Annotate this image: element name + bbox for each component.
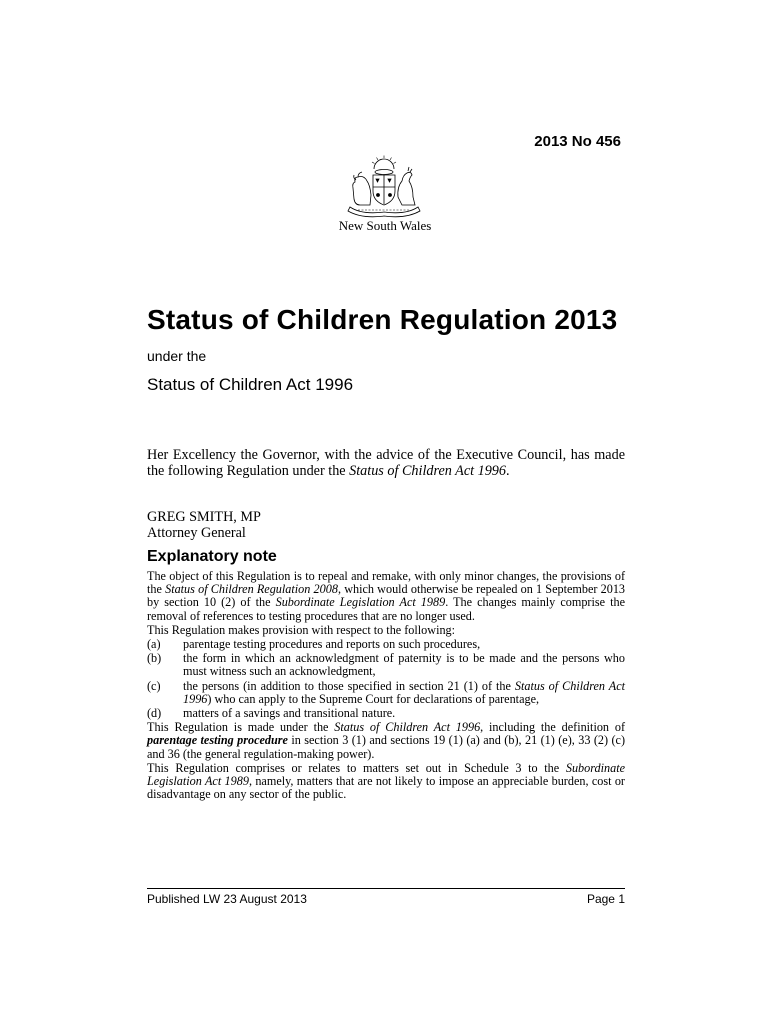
list-item-text: parentage testing procedures and reports on such procedures, — [183, 637, 481, 652]
list-item-label: (a) — [147, 637, 161, 652]
list-item-label: (c) — [147, 678, 161, 693]
list-item — [147, 652, 625, 678]
expl-p1-text-b: , which would otherwise be repealed on 1 September 2013 by section 10 (2) of the — [147, 582, 626, 610]
item-c-text-b: ) who can apply to the Supreme Court for declarations of parentage, — [207, 691, 540, 706]
state-name: New South Wales — [338, 218, 432, 233]
preamble-text: Her Excellency the Governor, with the advice of the Executive Council, has made the following Regulation under the — [147, 447, 625, 479]
item-c-italic: Status of Children Act 1996 — [183, 678, 625, 706]
expl-p4-text-a: This Regulation comprises or relates to matters set out in Schedule 3 to the — [147, 760, 566, 775]
signatory-name: GREG SMITH, MP — [147, 509, 261, 525]
expl-p4-italic: Subordinate Legislation Act 1989 — [147, 760, 625, 789]
preamble-act: Status of Children Act 1996 — [349, 463, 506, 479]
list-item — [147, 707, 625, 720]
expl-p1-text-a: The object of this Regulation is to repeal and remake, with only minor changes, the provisions of the — [147, 569, 625, 597]
under-the-label: under the — [147, 348, 207, 364]
footer-divider — [147, 888, 625, 889]
expl-p1-italic-1: Status of Children Regulation 2008 — [165, 582, 338, 597]
expl-paragraph-3 — [147, 721, 625, 761]
expl-p3-defined-term: parentage testing procedure — [147, 733, 288, 748]
list-item-text — [183, 680, 625, 706]
list-item — [147, 680, 625, 706]
expl-p3-text-c: in section 3 (1) and sections 19 (1) (a) and (b), 21 (1) (e), 33 (2) (c) and 36 (the general regulation-making power). — [147, 733, 626, 761]
expl-paragraph-2: This Regulation makes provision with respect to the following: — [147, 622, 456, 637]
list-item-text: the form in which an acknowledgment of paternity is to be made and the persons who must witness such an acknowledgment, — [183, 651, 625, 679]
list-item-label: (b) — [147, 651, 162, 666]
expl-paragraph-4 — [147, 762, 625, 802]
list-item-label: (d) — [147, 706, 162, 721]
footer-page-number: Page 1 — [586, 892, 625, 906]
expl-paragraph-1 — [147, 570, 625, 623]
expl-p3-text-b: , including the definition of — [480, 720, 626, 735]
nsw-coat-of-arms-icon — [340, 155, 428, 219]
regulation-title: Status of Children Regulation 2013 — [147, 304, 618, 335]
footer-published-date: Published LW 23 August 2013 — [147, 892, 307, 906]
item-c-text-a: the persons (in addition to those specified in section 21 (1) of the — [183, 678, 515, 693]
expl-p1-italic-2: Subordinate Legislation Act 1989 — [275, 595, 446, 610]
preamble — [147, 447, 625, 479]
signatory-office: Attorney General — [147, 525, 246, 541]
expl-p3-text-a: This Regulation is made under the — [147, 720, 335, 735]
expl-p4-text-b: , namely, matters that are not likely to impose an appreciable burden, cost or disadvantage on any sector of the public. — [147, 774, 625, 802]
explanatory-note-heading: Explanatory note — [147, 548, 277, 565]
signatory — [147, 509, 261, 541]
explanatory-note-body — [147, 570, 625, 802]
list-item-text: matters of a savings and transitional nature. — [183, 706, 396, 721]
list-item — [147, 638, 625, 651]
principal-act-name: Status of Children Act 1996 — [147, 375, 354, 394]
regulation-number: 2013 No 456 — [534, 133, 621, 150]
preamble-end: . — [506, 463, 510, 479]
expl-p3-italic: Status of Children Act 1996 — [334, 720, 481, 735]
expl-p1-text-c: . The changes mainly comprise the removal of references to testing procedures that are no longer used. — [147, 595, 625, 623]
